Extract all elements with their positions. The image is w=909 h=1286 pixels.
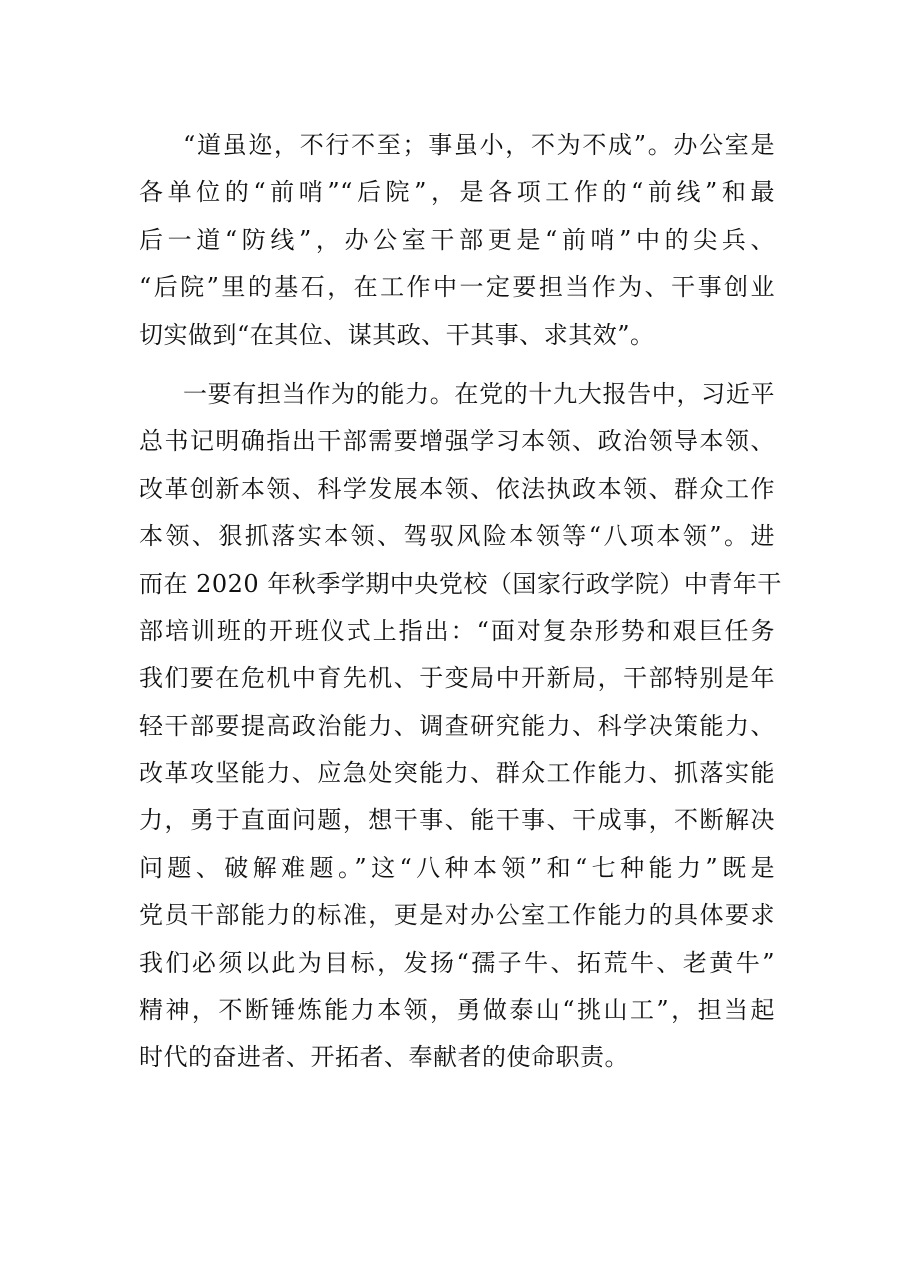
text-line: 切实做到“在其位、谋其政、干其事、求其效”。: [139, 320, 655, 349]
text-line: 党员干部能力的标准，更是对办公室工作能力的具体要求: [139, 901, 775, 930]
text-line: 精神，不断锤炼能力本领，勇做泰山“挑山工”，担当起: [139, 996, 775, 1025]
text-line: 轻干部要提高政治能力、调查研究能力、科学决策能力、: [139, 711, 775, 740]
text-line: 问题、破解难题。”这“八种本领”和“七种能力”既是: [139, 853, 775, 882]
text-line: 总书记明确指出干部需要增强学习本领、政治领导本领、: [139, 427, 775, 456]
text-line: 改革创新本领、科学发展本领、依法执政本领、群众工作: [139, 474, 775, 503]
text-line: 改革攻坚能力、应急处突能力、群众工作能力、抓落实能: [139, 759, 775, 788]
text-line: 力，勇于直面问题，想干事、能干事、干成事，不断解决: [139, 806, 775, 835]
text-line: “后院”里的基石，在工作中一定要担当作为、干事创业: [139, 273, 775, 302]
text-line: “道虽迩，不行不至；事虽小，不为不成”。办公室是: [183, 131, 775, 159]
paragraph-intro: [139, 122, 775, 359]
text-line: 时代的奋进者、开拓者、奉献者的使命职责。: [139, 1043, 629, 1072]
paragraph-capability: [139, 371, 782, 1082]
text-line: 部培训班的开班仪式上指出：“面对复杂形势和艰巨任务: [139, 616, 775, 645]
text-line: 我们要在危机中育先机、于变局中开新局，干部特别是年: [139, 664, 775, 693]
text-line: 一要有担当作为的能力。在党的十九大报告中，习近平: [183, 379, 775, 408]
document-body: [139, 122, 782, 1082]
text-line: 后一道“防线”，办公室干部更是“前哨”中的尖兵、: [139, 225, 775, 254]
text-line: 我们必须以此为目标，发扬“孺子牛、拓荒牛、老黄牛”: [139, 948, 775, 977]
text-line: 而在 2020 年秋季学期中央党校（国家行政学院）中青年干: [139, 569, 782, 598]
text-line: 各单位的“前哨”“后院”，是各项工作的“前线”和最: [139, 178, 775, 207]
text-line: 本领、狠抓落实本领、驾驭风险本领等“八项本领”。进: [139, 522, 775, 551]
